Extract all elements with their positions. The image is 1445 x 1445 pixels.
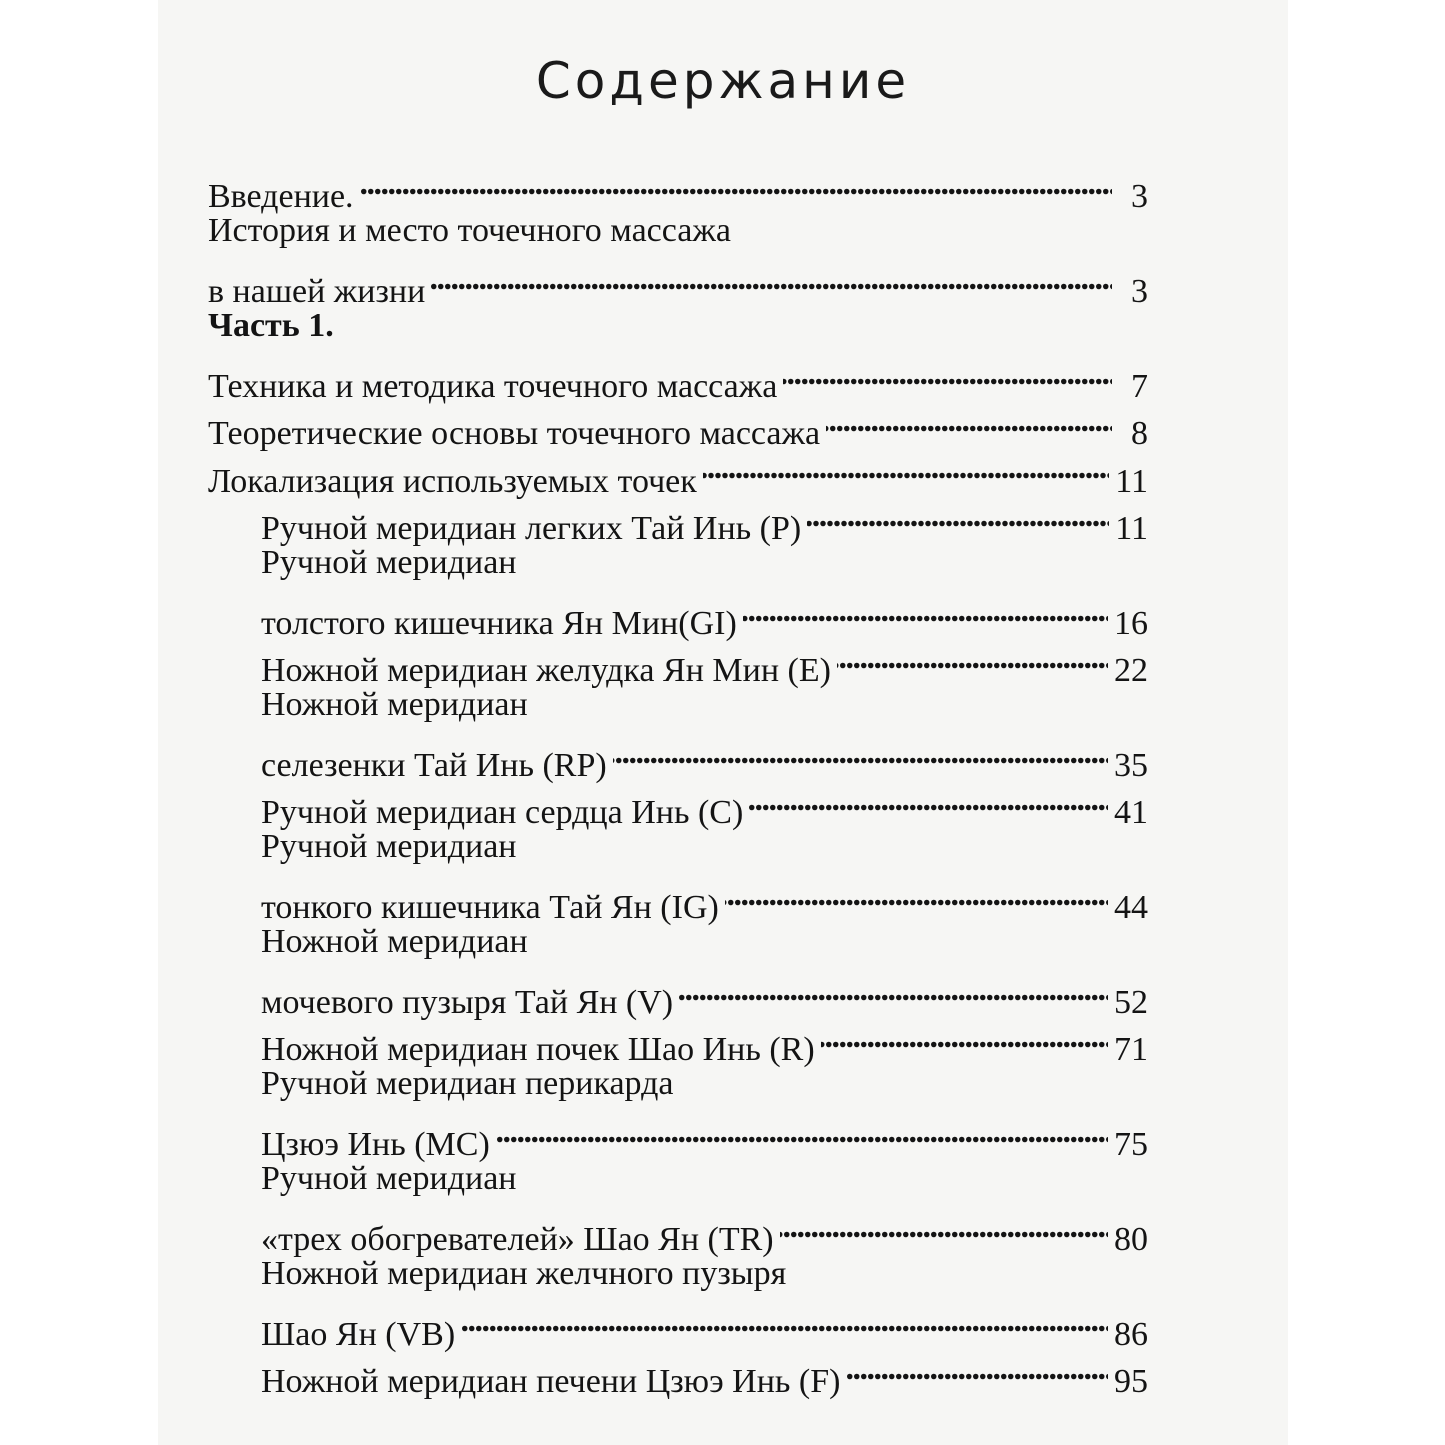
toc-entry-title: Ножной меридиан печени Цзюэ Инь (F) [261,1363,841,1401]
toc-entry-title: мочевого пузыря Тай Ян (V) [261,984,674,1022]
toc-entry-title: Ручной меридиан [261,828,517,866]
dot-leader [837,634,1108,681]
toc-entry-title: в нашей жизни [208,273,426,311]
toc-entry [208,160,1148,216]
toc-page-number: 7 [1131,367,1148,405]
toc-entry [208,871,1148,927]
dot-leader [780,1203,1108,1250]
toc-entry [208,1250,1148,1297]
toc-page-number: 16 [1114,604,1148,642]
toc-page-number: 44 [1114,889,1148,927]
toc-entry [208,1155,1148,1202]
toc-entry-title: Часть 1. [208,307,334,345]
toc-entry-title: Локализация используемых точек [208,462,697,500]
toc-page-number: 22 [1114,652,1148,690]
toc-page-number: 52 [1114,984,1148,1022]
toc-page-number: 71 [1114,1031,1148,1069]
toc-entry-title: толстого кишечника Ян Мин(GI) [261,604,737,642]
dot-leader [613,729,1108,776]
toc-entry-title: Шао Ян (VB) [261,1315,456,1353]
page-title: Содержание [535,52,911,110]
dot-leader [496,1108,1108,1155]
dot-leader [725,871,1108,918]
dot-leader [360,160,1112,207]
toc-page-number: 86 [1114,1315,1148,1353]
toc-entry-title: Ножной меридиан желчного пузыря [261,1254,787,1292]
toc-entry-title: Ножной меридиан [261,923,528,961]
toc-entry-title: Ножной меридиан почек Шао Инь (R) [261,1031,815,1069]
toc-entry [208,1297,1148,1353]
toc-page-number: 3 [1131,273,1148,311]
toc-entry [208,966,1148,1022]
toc-entry [208,587,1148,642]
toc-entry-title: Ручной меридиан сердца Инь (С) [261,794,744,832]
toc-entry [208,207,1148,254]
toc-page-number: 8 [1131,415,1148,453]
toc-page-number: 11 [1115,462,1148,500]
toc-entry-title: Теоретические основы точечного массажа [208,415,821,453]
toc-entry-title: Ножной меридиан желудка Ян Мин (Е) [261,652,831,690]
toc-page-number: 3 [1131,178,1148,216]
dot-leader [749,776,1108,823]
toc-page-number: 80 [1114,1220,1148,1258]
toc-entry-title: Цзюэ Инь (МС) [261,1126,490,1164]
toc-page-number: 95 [1114,1363,1148,1401]
toc-entry [208,1108,1148,1164]
toc-entry-title: Ручной меридиан [261,544,517,582]
dot-leader [679,966,1108,1013]
toc-entry-title: селезенки Тай Инь (RP) [261,747,607,785]
toc-entry [208,1203,1148,1258]
dot-leader [821,1013,1108,1060]
dot-leader [783,350,1112,397]
toc-entry-title: Ножной меридиан [261,686,528,724]
toc-entry-title: Ручной меридиан перикарда [261,1065,674,1103]
toc-entry-title: Техника и методика точечного массажа [208,367,778,405]
dot-leader [807,492,1109,539]
toc-page-number: 41 [1114,794,1148,832]
toc-entry-title: Ручной меридиан [261,1160,517,1198]
toc-entry [208,255,1148,311]
dot-leader [431,255,1112,302]
toc-entry-title: «трех обогревателей» Шао Ян (TR) [261,1220,774,1258]
dot-leader [703,444,1109,491]
toc-entry-title: История и место точечного массажа [208,212,731,250]
dot-leader [846,1345,1108,1392]
toc-entry-title: тонкого кишечника Тай Ян (IG) [261,889,719,927]
dot-leader [461,1297,1108,1344]
toc-entry [208,729,1148,785]
book-page [158,0,1288,1445]
table-of-contents [208,160,1148,1401]
toc-entry-title: Ручной меридиан легких Тай Инь (Р) [261,510,802,548]
dot-leader [743,587,1108,634]
toc-entry-title: Введение. [208,178,354,216]
dot-leader [826,397,1112,444]
toc-page-number: 11 [1115,510,1148,548]
toc-page-number: 35 [1114,747,1148,785]
toc-page-number: 75 [1114,1126,1148,1164]
toc-entry [208,350,1148,405]
